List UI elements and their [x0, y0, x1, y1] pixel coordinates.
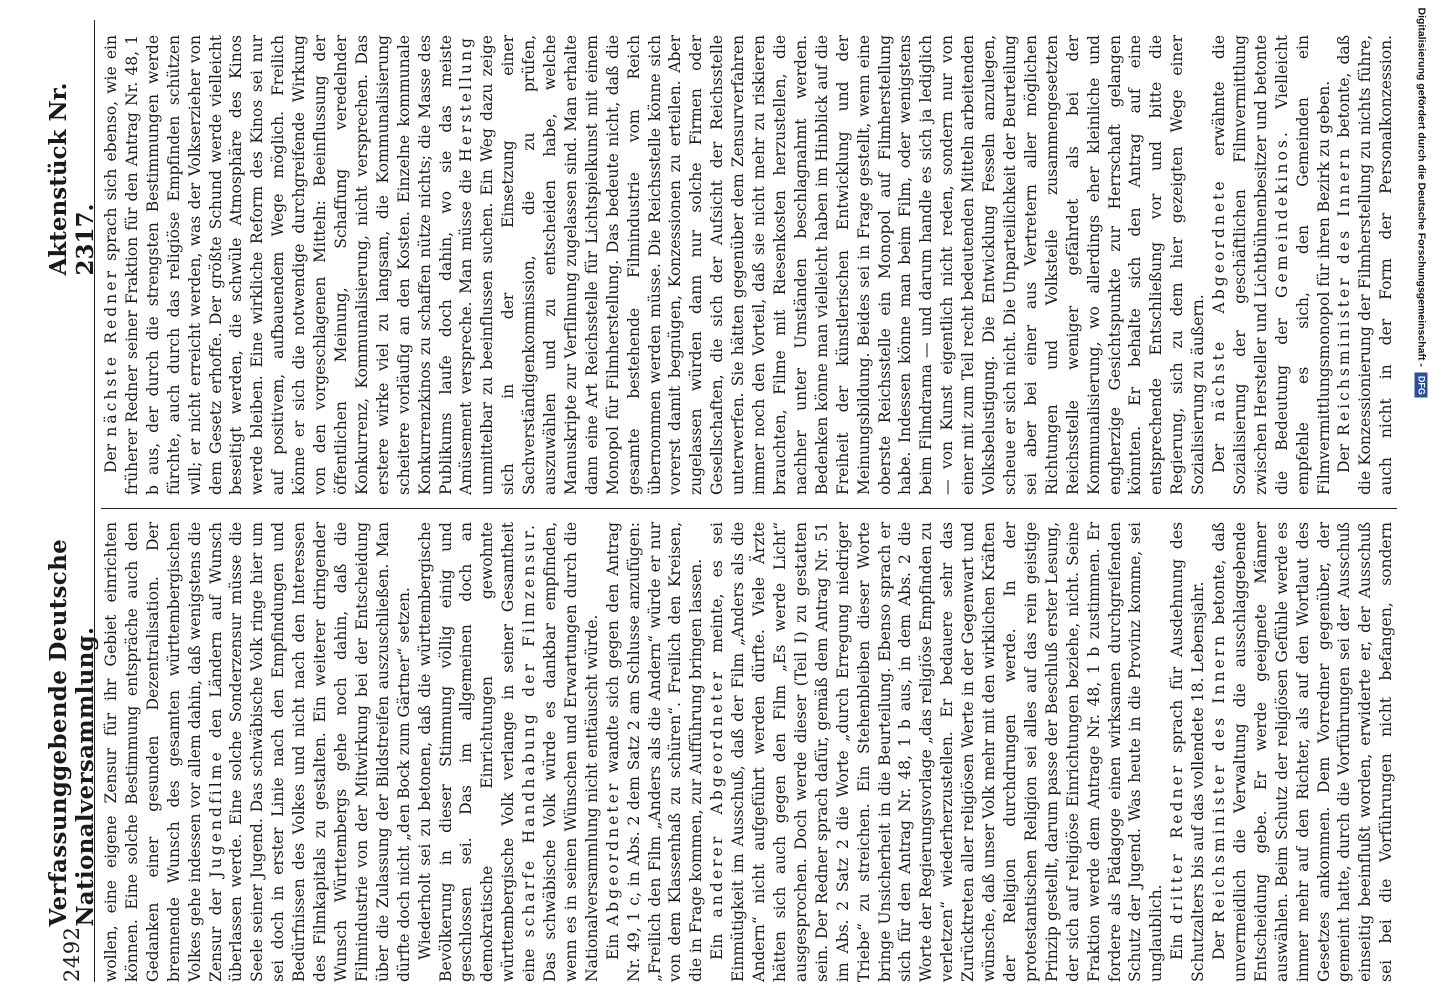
rotated-page-content: [45, 16, 1398, 986]
paragraph: Der nächste Abgeordnete erwähnte die Sozialisierung der geschäftlichen Filmvermittlung zwischen Hersteller und Lichtbühnenbesitzer und betonte die Bedeutung der Gemeindekinos. Vielleicht empfehle es sich, den Gemeinden ein Filmvermittlungsmonopol für ihren Bezirk zu geben.: [1210, 35, 1333, 495]
dfg-logo: DFG: [1415, 373, 1428, 398]
digitization-credit-text: Digitalisierung gefördert durch die Deutsche Forschungsgemeinschaft - DFG: [1415, 8, 1429, 993]
page-title: Verfassunggebende Deutsche Nationalversammlung.: [45, 538, 99, 927]
column-left: [101, 510, 1397, 982]
column-divider: [101, 508, 1397, 509]
document-number: Aktenstück Nr. 2317.: [45, 82, 99, 276]
digitization-credit: [1414, 8, 1428, 993]
page-number: 2492: [60, 926, 84, 982]
text-columns: [101, 20, 1397, 982]
paragraph: Der Reichsminister des Innern betonte, daß die Konzessionierung der Filmherstellung zu nichts führe, auch nicht in der Form der Personalkonzession.: [1335, 35, 1396, 495]
paragraph: Der Reichsminister des Innern betonte, daß unvermeidlich die Verwaltung die ausschlaggebende Entscheidung gebe. Er werde geeignete Männer auswählen. Beim Schutz der religiösen Gefühle werde es immer mehr auf den Richter, als auf den Wortlaut des Gesetzes ankommen. Dem Vorredner gegenüber, der gemeint hatte, durch die Vorführungen sei der Ausschuß einseitig beeinflußt worden, erwiderte er, der Ausschuß sei bei die Vorführungen nicht befangen, sondern: [1210, 522, 1396, 982]
paragraph: Ein dritter Redner sprach für Ausdehnung des Schutzalters bis auf das vollendete 18. Lebensjahr.: [1168, 522, 1208, 982]
page-header: [45, 20, 99, 982]
paragraph: wollen, eine eigene Zensur für ihr Gebiet einrichten können. Eine solche Bestimmung entspräche auch den Gedanken einer gesunden Dezentralisation. Der brennende Wunsch des gesamten württembergischen Volkes gehe indessen vor allem dahin, daß wenigstens die Zensur der Jugendfilme den Ländern auf Wunsch überlassen werde. Eine solche Sonderzensur müsse die Seele seiner Jugend. Das schwäbische Volk ringe hier um sei doch in erster Linie nach den Empfindungen und Bedürfnissen des Volkes und nicht nach den Interessen des Filmkapitals zu gestalten. Ein weiterer dringender Wunsch Württembergs gehe noch dahin, daß die Filmindustrie von der Mitwirkung bei der Entscheidung über die Zulassung der Bildstreifen auszuschließen. Man dürfte doch nicht „den Bock zum Gärtner“ setzen.: [102, 522, 413, 982]
scanned-page: [45, 16, 1398, 986]
paragraph: Ein Abgeordneter wandte sich gegen den Antrag Nr. 49, 1 c, in Abs. 2 dem Satz 2 am Schlusse anzufügen: „Freilich den Film „Anders als die Andern“ würde er nur von dem Klassenhaß zu schüren“. Freilich den Kreisen, die in Frage kommen, zur Aufführung bringen lassen.: [603, 522, 706, 982]
column-right: [101, 35, 1397, 507]
paragraph: Der nächste Redner sprach sich ebenso, wie ein früherer Redner seiner Fraktion für den Antrag Nr. 48, 1 b aus, der durch die strengsten Bestimmungen werde fürchte, auch durch das religiöse Empfinden schützen will; er nicht erreicht werden, was der Volkserzieher von dem Gesetz erhoffe. Der größte Schund werde vielleicht beseitigt werden, die schwüle Atmosphäre des Kinos werde bleiben. Eine wirkliche Reform des Kinos sei nur auf positivem, aufbauendem Wege möglich. Freilich könne er sich die notwendige durchgreifende Wirkung von den vorgeschlagenen Mitteln: Beeinflussung der öffentlichen Meinung, Schaffung veredelnder Konkurrenz, Kommunalisierung, nicht versprechen. Das erstere wirke viel zu langsam, die Kommunalisierung scheitere vorläufig an den Kosten. Einzelne kommunale Konkurrenzkinos zu schaffen nütze nichts; die Masse des Publikums laufe doch dahin, wo sie das meiste Amüsement verspreche. Man müsse die Herstellung unmittelbar zu beeinflussen suchen. Ein Weg dazu zeige sich in der Einsetzung einer Sachverständigenkommission, die zu prüfen, auszuwählen und zu entscheiden habe, welche Manuskripte zur Verfilmung zugelassen sind. Man erhalte dann eine Art Reichsstelle für Lichtspielkunst mit einem Monopol für Filmherstellung. Das bedeute nicht, daß die gesamte bestehende Filmindustrie vom Reich übernommen werden müsse. Die Reichsstelle könne sich vorerst damit begnügen, Konzessionen zu erteilen. Aber zugelassen würden dann nur solche Firmen oder Gesellschaften, die sich der Aufsicht der Reichsstelle unterwerfen. Sie hätten gegenüber dem Zensurverfahren immer noch den Vorteil, daß sie nicht mehr zu riskieren brauchten, Filme mit Riesenkosten herzustellen, die nachher unter Umständen beschlagnahmt werden. Bedenken könne man vielleicht haben im Hinblick auf die Freiheit der künstlerischen Entwicklung und der Meinungsbildung. Beides sei in Frage gestellt, wenn eine oberste Reichsstelle ein Monopol auf Filmherstellung habe. Indessen könne man beim Film, oder wenigstens beim Filmdrama — und darum handle es sich ja lediglich — von Kunst eigentlich nicht reden, sondern nur von einer mit zum Teil recht bedeutenden Mitteln arbeitenden Volksbelustigung. Die Entwicklung Fesseln anzulegen, scheue er sich nicht. Die Unparteilichkeit der Beurteilung sei aber bei einer aus Vertretern aller möglichen Richtungen und Volksteile zusammengesetzten Reichsstelle weniger gefährdet als bei der Kommunalisierung, wo allerdings eher kleinliche und engherzige Gesichtspunkte zur Herrschaft gelangen könnten. Er behalte sich den Antrag auf eine entsprechende Entschließung vor und bitte die Regierung, sich zu dem hier gezeigten Wege einer Sozialisierung zu äußern.: [102, 35, 1208, 495]
paragraph: Ein anderer Abgeordneter meinte, es sei Einmütigkeit im Ausschuß, daß der Film „Anders als die Andern“ nicht aufgeführt werden dürfte. Viele Ärzte hätten sich auch gegen den Film „Es werde Licht“ ausgesprochen. Doch werde dieser (Teil I) zu gestatten sein. Der Redner sprach dafür, gemäß dem Antrag Nr. 51 im Abs. 2 Satz 2 die Worte „durch Erregung niedriger Triebe“ zu streichen. Ein Stehenbleiben dieser Worte bringe Unsicherheit in die Beurteilung. Ebenso sprach er sich für den Antrag Nr. 48, 1 b aus, in dem Abs. 2 die Worte der Regierungsvorlage „das religiöse Empfinden zu verletzen“ wiederherzustellen. Er bedauere sehr das Zurücktreten aller religiösen Werte in der Gegenwart und wünsche, daß unser Volk mehr mit den wirklichen Kräften der Religion durchdrungen werde. In der protestantischen Religion sei alles auf das rein geistige Prinzip gestellt, darum passe der Beschluß erster Lesung, der sich auf religiöse Einrichtungen beziehe, nicht. Seine Fraktion werde dem Antrage Nr. 48, 1 b zustimmen. Er fordere als Pädagoge einen wirksamen durchgreifenden Schutz der Jugend. Was heute in die Provinz komme, sei unglaublich.: [708, 522, 1166, 982]
paragraph: Wiederholt sei zu betonen, daß die württembergische Bevölkerung in dieser Stimmung völlig einig und geschlossen sei. Das im allgemeinen doch an demokratische Einrichtungen gewohnte württembergische Volk verlange in seiner Gesamtheit eine scharfe Handhabung der Filmzensur. Das schwäbische Volk würde es dankbar empfinden, wenn es in seinen Wünschen und Erwartungen durch die Nationalversammlung nicht enttäuscht würde.: [415, 522, 601, 982]
